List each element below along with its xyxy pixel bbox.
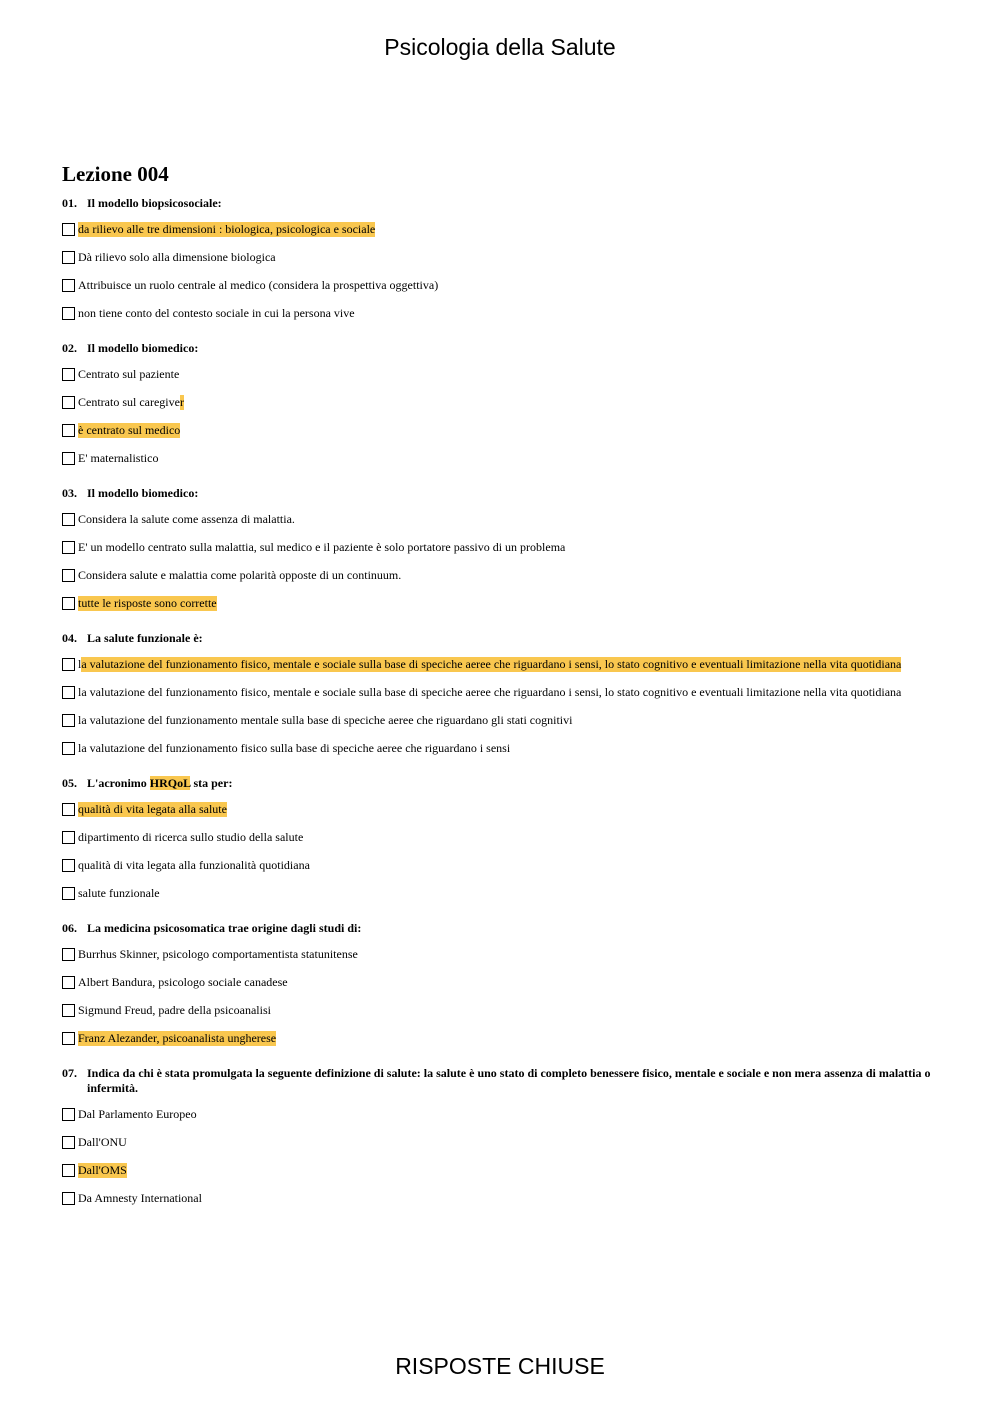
- answer-option[interactable]: [62, 416, 942, 444]
- question-heading: [62, 341, 942, 356]
- question-text: Indica da chi è stata promulgata la seguente definizione di salute: la salute è uno stato di completo benessere fisico, mentale e sociale e non mera assenza di malattia o infermità.: [87, 1066, 931, 1095]
- question-text: Il modello biomedico:: [87, 486, 199, 500]
- question-text: [87, 776, 942, 791]
- checkbox[interactable]: [62, 803, 75, 816]
- question-heading: [62, 196, 942, 211]
- question-number: 06.: [62, 921, 77, 935]
- answer-option[interactable]: [62, 360, 942, 388]
- answer-text: la valutazione del funzionamento fisico sulla base di speciche aeree che riguardano i sensi: [78, 740, 511, 755]
- answer-option[interactable]: [62, 996, 942, 1024]
- question-text: La salute funzionale è:: [87, 631, 203, 645]
- answer-option[interactable]: [62, 940, 942, 968]
- answer-text-pre: Centrato sul caregive: [78, 394, 180, 409]
- question-text: Il modello biomedico:: [87, 341, 199, 355]
- answer-option[interactable]: [62, 823, 942, 851]
- question-heading: [62, 1066, 942, 1096]
- answer-text: Centrato sul paziente: [78, 366, 180, 381]
- answer-option[interactable]: [62, 271, 942, 299]
- highlighted-answer-text: qualità di vita legata alla salute: [78, 801, 227, 816]
- question-number: 04.: [62, 631, 77, 645]
- answer-text: qualità di vita legata alla funzionalità quotidiana: [78, 857, 310, 872]
- checkbox[interactable]: [62, 658, 75, 671]
- question-07: [62, 1066, 942, 1212]
- highlighted-answer-text: r: [179, 394, 184, 409]
- checkbox[interactable]: [62, 714, 75, 727]
- answer-option[interactable]: [62, 444, 942, 472]
- question-06: [62, 921, 942, 1052]
- answer-option[interactable]: [62, 734, 942, 762]
- question-04: [62, 631, 942, 762]
- checkbox[interactable]: [62, 1004, 75, 1017]
- answer-text: Attribuisce un ruolo centrale al medico (considera la prospettiva oggettiva): [78, 277, 439, 292]
- question-heading: [62, 776, 942, 791]
- question-text-post: sta per:: [190, 776, 233, 790]
- answer-text: Dal Parlamento Europeo: [78, 1106, 197, 1121]
- question-05: [62, 776, 942, 907]
- answer-option[interactable]: [62, 1100, 942, 1128]
- question-text-pre: L'acronimo: [87, 776, 150, 790]
- highlighted-answer-text: tutte le risposte sono corrette: [78, 595, 217, 610]
- answer-text: la valutazione del funzionamento fisico, mentale e sociale sulla base di speciche aeree che riguardano i sensi, lo stato cognitivo e eventuali limitazione nella vita quotidiana: [78, 684, 902, 699]
- checkbox[interactable]: [62, 1192, 75, 1205]
- answer-option[interactable]: [62, 706, 942, 734]
- checkbox[interactable]: [62, 307, 75, 320]
- answer-option[interactable]: [62, 968, 942, 996]
- answer-text: Dall'ONU: [78, 1134, 127, 1149]
- checkbox[interactable]: [62, 452, 75, 465]
- page-footer: RISPOSTE CHIUSE: [395, 1353, 605, 1379]
- answer-text-pre: l: [78, 656, 82, 671]
- answer-text: Considera la salute come assenza di malattia.: [78, 511, 295, 526]
- highlighted-answer-text: è centrato sul medico: [78, 422, 181, 437]
- highlighted-answer-text: a valutazione del funzionamento fisico, mentale e sociale sulla base di speciche aeree che riguardano i sensi, lo stato cognitivo e eventuali limitazione nella vita quotidiana: [81, 656, 902, 671]
- checkbox[interactable]: [62, 368, 75, 381]
- checkbox[interactable]: [62, 686, 75, 699]
- answer-text: Albert Bandura, psicologo sociale canadese: [78, 974, 288, 989]
- answer-option[interactable]: [62, 795, 942, 823]
- question-number: 03.: [62, 486, 77, 500]
- answer-option[interactable]: [62, 851, 942, 879]
- checkbox[interactable]: [62, 569, 75, 582]
- question-01: [62, 196, 942, 327]
- answer-text: E' un modello centrato sulla malattia, sul medico e il paziente è solo portatore passivo di un problema: [78, 539, 566, 554]
- checkbox[interactable]: [62, 887, 75, 900]
- answer-option[interactable]: [62, 388, 942, 416]
- question-text: Il modello biopsicosociale:: [87, 196, 222, 210]
- question-03: [62, 486, 942, 617]
- checkbox[interactable]: [62, 976, 75, 989]
- checkbox[interactable]: [62, 597, 75, 610]
- answer-text: Considera salute e malattia come polarità opposte di un continuum.: [78, 567, 402, 582]
- checkbox[interactable]: [62, 1032, 75, 1045]
- answer-option[interactable]: [62, 561, 942, 589]
- checkbox[interactable]: [62, 742, 75, 755]
- document-content: [62, 161, 942, 1226]
- checkbox[interactable]: [62, 1164, 75, 1177]
- answer-option[interactable]: [62, 650, 942, 678]
- checkbox[interactable]: [62, 424, 75, 437]
- answer-option[interactable]: [62, 1024, 942, 1052]
- question-text: La medicina psicosomatica trae origine dagli studi di:: [87, 921, 362, 935]
- answer-option[interactable]: [62, 1184, 942, 1212]
- checkbox[interactable]: [62, 1108, 75, 1121]
- checkbox[interactable]: [62, 541, 75, 554]
- answer-option[interactable]: [62, 533, 942, 561]
- answer-text: dipartimento di ricerca sullo studio della salute: [78, 829, 304, 844]
- question-number: 05.: [62, 776, 77, 790]
- answer-option[interactable]: [62, 879, 942, 907]
- answer-text: Da Amnesty International: [78, 1190, 202, 1205]
- answer-option[interactable]: [62, 589, 942, 617]
- question-heading: [62, 631, 942, 646]
- highlighted-answer-text: Franz Alezander, psicoanalista ungherese: [78, 1030, 277, 1045]
- answer-text: la valutazione del funzionamento mentale sulla base di speciche aeree che riguardano gli stati cognitivi: [78, 712, 573, 727]
- answer-text: E' maternalistico: [78, 450, 159, 465]
- checkbox[interactable]: [62, 859, 75, 872]
- checkbox[interactable]: [62, 513, 75, 526]
- answer-text: non tiene conto del contesto sociale in cui la persona vive: [78, 305, 355, 320]
- answer-text: Sigmund Freud, padre della psicoanalisi: [78, 1002, 271, 1017]
- answer-option[interactable]: [62, 215, 942, 243]
- answer-text: Burrhus Skinner, psicologo comportamentista statunitense: [78, 946, 358, 961]
- answer-text: salute funzionale: [78, 885, 160, 900]
- checkbox[interactable]: [62, 223, 75, 236]
- answer-option[interactable]: [62, 505, 942, 533]
- highlighted-answer-text: Dall'OMS: [78, 1162, 127, 1177]
- checkbox[interactable]: [62, 1136, 75, 1149]
- question-number: 01.: [62, 196, 77, 210]
- answer-option[interactable]: [62, 299, 942, 327]
- question-number: 02.: [62, 341, 77, 355]
- page-header: Psicologia della Salute: [384, 34, 616, 60]
- checkbox[interactable]: [62, 948, 75, 961]
- checkbox[interactable]: [62, 251, 75, 264]
- answer-text: Dà rilievo solo alla dimensione biologica: [78, 249, 276, 264]
- checkbox[interactable]: [62, 831, 75, 844]
- lesson-title: Lezione 004: [62, 162, 169, 186]
- question-heading: [62, 486, 942, 501]
- question-number: 07.: [62, 1066, 77, 1080]
- answer-option[interactable]: [62, 678, 942, 706]
- answer-option[interactable]: [62, 1128, 942, 1156]
- question-02: [62, 341, 942, 472]
- answer-option[interactable]: [62, 1156, 942, 1184]
- checkbox[interactable]: [62, 396, 75, 409]
- answer-option[interactable]: [62, 243, 942, 271]
- checkbox[interactable]: [62, 279, 75, 292]
- highlighted-answer-text: da rilievo alle tre dimensioni : biologica, psicologica e sociale: [78, 221, 376, 236]
- question-heading: [62, 921, 942, 936]
- highlighted-acronym: HRQoL: [149, 776, 191, 790]
